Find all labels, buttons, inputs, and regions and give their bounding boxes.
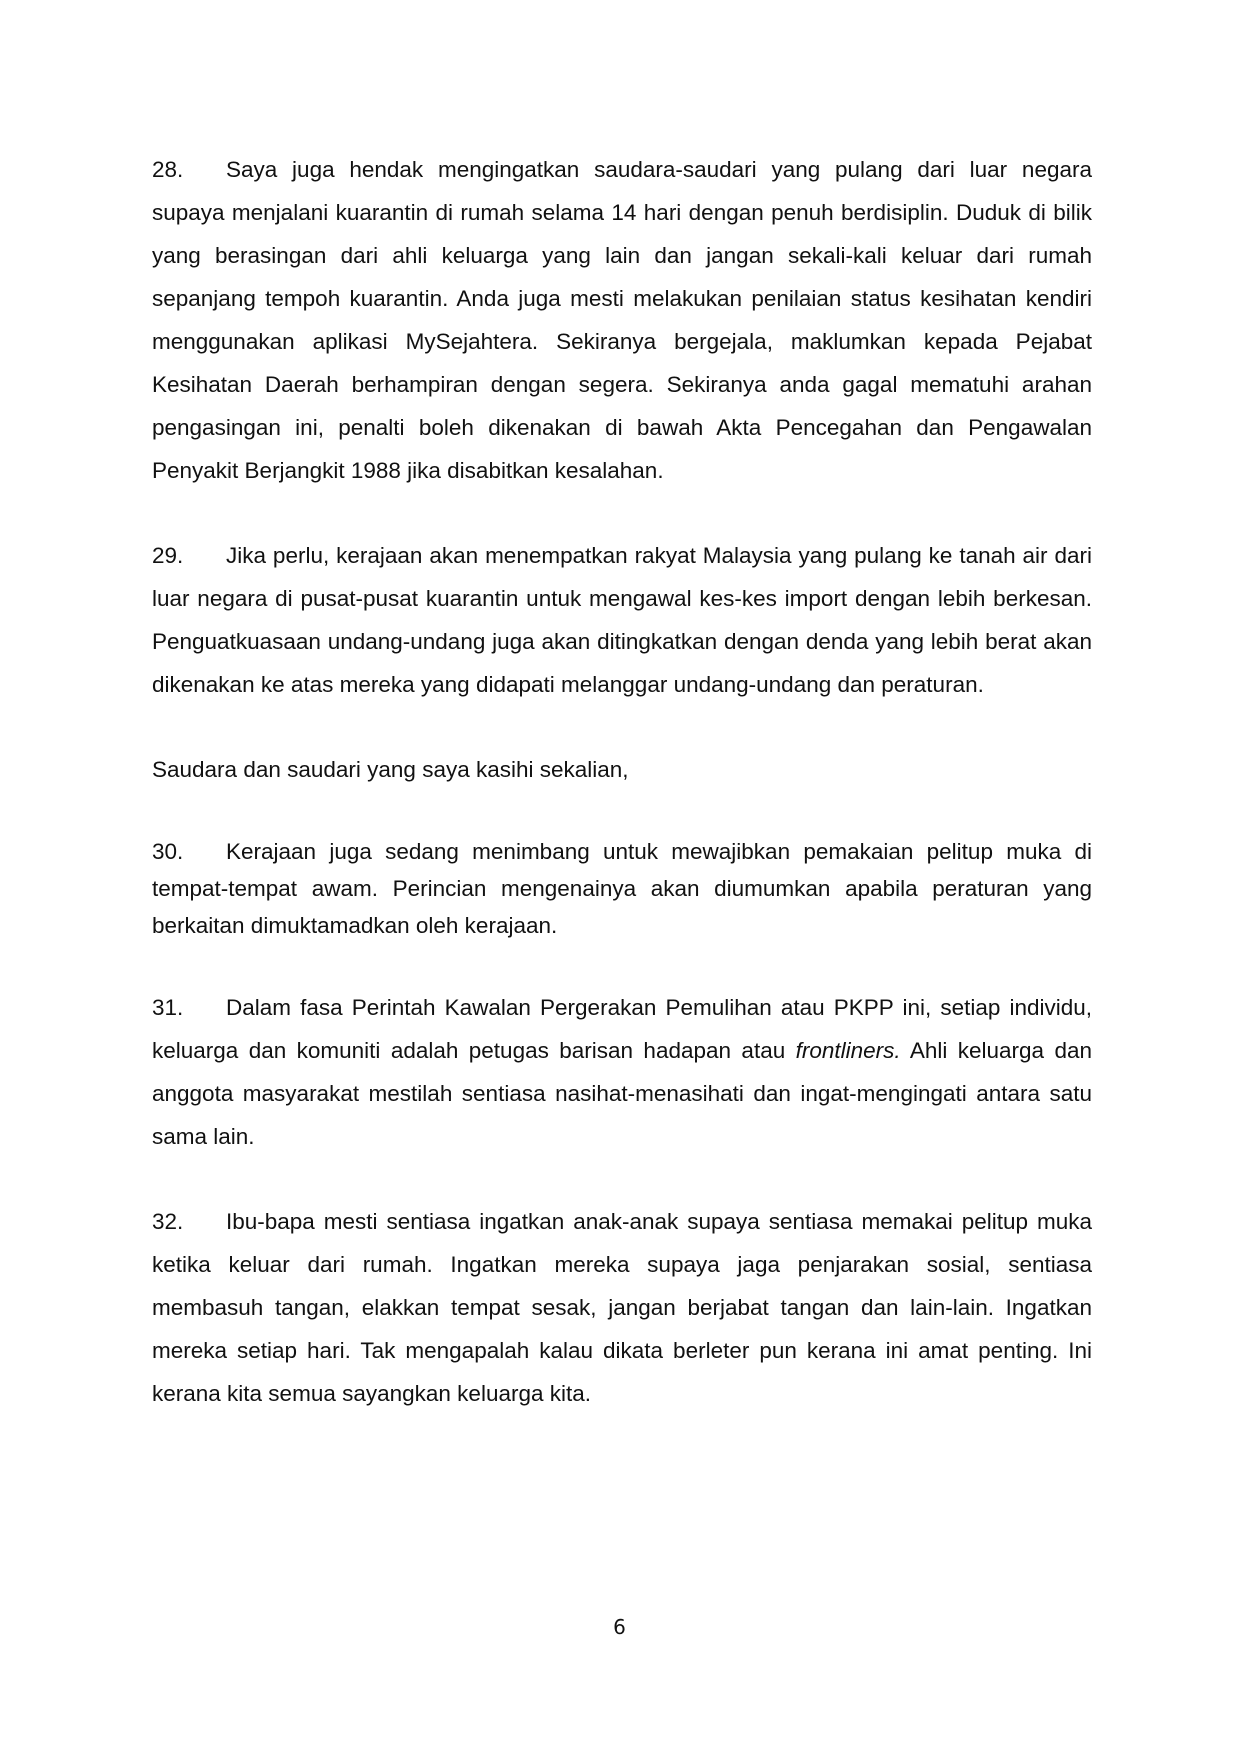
paragraph-32 (152, 1200, 1092, 1415)
paragraph-number: 31. (152, 995, 184, 1020)
paragraph-text: Saya juga hendak mengingatkan saudara-saudari yang pulang dari luar negara supaya menjalani kuarantin di rumah selama 14 hari dengan penuh berdisiplin. Duduk di bilik yang berasingan dari ahli keluarga yang lain dan jangan sekali-kali keluar dari rumah sepanjang tempoh kuarantin. Anda juga mesti melakukan penilaian status kesihatan kendiri menggunakan aplikasi MySejahtera. Sekiranya bergejala, maklumkan kepada Pejabat Kesihatan Daerah berhampiran dengan segera. Sekiranya anda gagal mematuhi arahan pengasingan ini, penalti boleh dikenakan di bawah Akta Pencegahan dan Pengawalan Penyakit Berjangkit 1988 jika disabitkan kesalahan. (152, 157, 1092, 483)
paragraph-text: Kerajaan juga sedang menimbang untuk mewajibkan pemakaian pelitup muka di tempat-tempat awam. Perincian mengenainya akan diumumkan apabila peraturan yang berkaitan dimuktamadkan oleh kerajaan. (152, 839, 1092, 938)
paragraph-number: 28. (152, 157, 184, 182)
paragraph-28 (152, 148, 1092, 492)
page-number: 6 (613, 1615, 626, 1639)
paragraph-spacer (152, 791, 1092, 833)
paragraph-text: Dalam fasa Perintah Kawalan Pergerakan Pemulihan atau PKPP ini, setiap individu, keluarga dan komuniti adalah petugas barisan hadapan atau (152, 995, 1092, 1063)
paragraph-spacer (152, 492, 1092, 534)
salutation-text: Saudara dan saudari yang saya kasihi sekalian, (152, 757, 629, 782)
paragraph-number: 30. (152, 839, 184, 864)
paragraph-text: Jika perlu, kerajaan akan menempatkan rakyat Malaysia yang pulang ke tanah air dari luar negara di pusat-pusat kuarantin untuk mengawal kes-kes import dengan lebih berkesan. Penguatkuasaan undang-undang juga akan ditingkatkan dengan denda yang lebih berat akan dikenakan ke atas mereka yang didapati melanggar undang-undang dan peraturan. (152, 543, 1092, 697)
paragraph-31 (152, 986, 1092, 1158)
salutation (152, 748, 1092, 791)
paragraph-spacer (152, 1158, 1092, 1200)
paragraph-number: 29. (152, 543, 184, 568)
italic-term: frontliners. (795, 1038, 901, 1063)
paragraph-text: Ibu-bapa mesti sentiasa ingatkan anak-anak supaya sentiasa memakai pelitup muka ketika keluar dari rumah. Ingatkan mereka supaya jaga penjarakan sosial, sentiasa membasuh tangan, elakkan tempat sesak, jangan berjabat tangan dan lain-lain. Ingatkan mereka setiap hari. Tak mengapalah kalau dikata berleter pun kerana ini amat penting. Ini kerana kita semua sayangkan keluarga kita. (152, 1209, 1092, 1406)
paragraph-number: 32. (152, 1209, 184, 1234)
paragraph-spacer (152, 706, 1092, 748)
paragraph-29 (152, 534, 1092, 706)
paragraph-text-continued: Ahli keluarga dan anggota masyarakat mestilah sentiasa nasihat-menasihati dan ingat-mengingati antara satu sama lain. (152, 1038, 1092, 1149)
paragraph-spacer (152, 944, 1092, 986)
document-page (152, 148, 1092, 1415)
paragraph-30 (152, 833, 1092, 944)
